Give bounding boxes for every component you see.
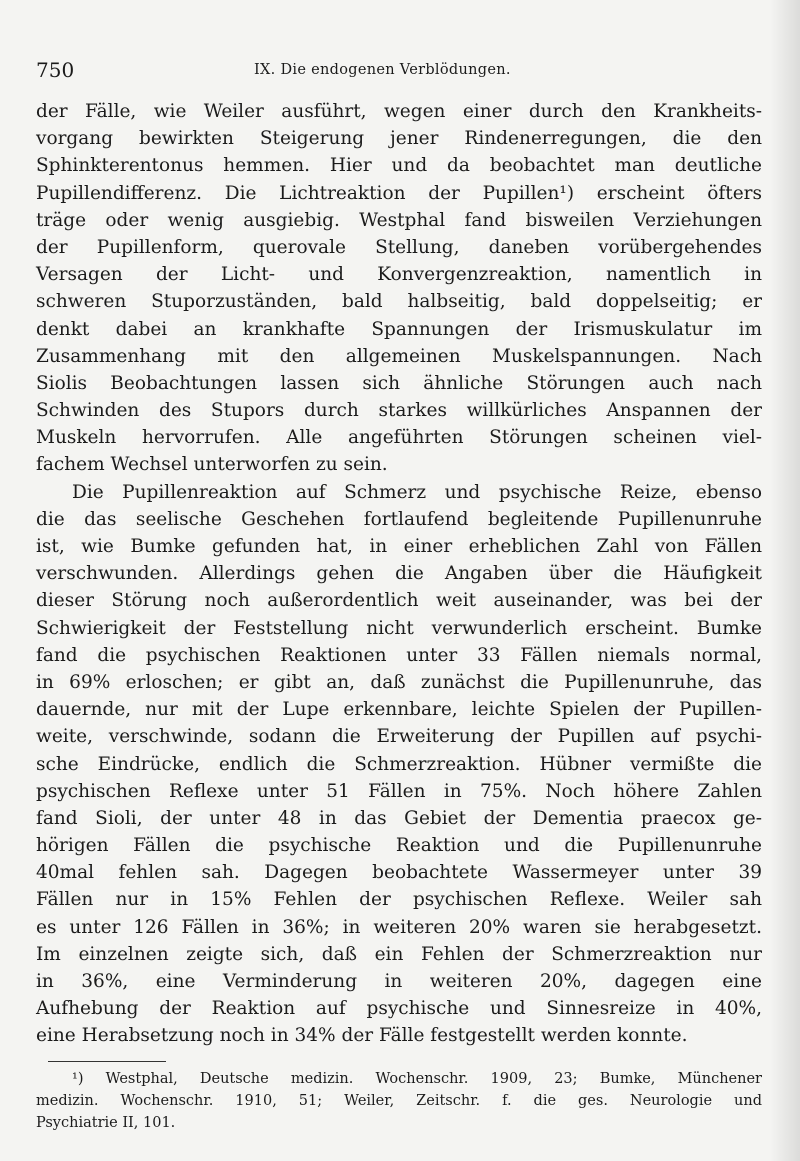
text-line: dieser Störung noch außerordentlich weit auseinander, was bei der	[36, 590, 762, 612]
text-line: Muskeln hervorrufen. Alle angeführten Störungen scheinen viel-	[36, 427, 762, 449]
text-line: fand die psychischen Reaktionen unter 33 Fällen niemals normal,	[36, 644, 762, 666]
running-title: IX. Die endogenen Verblödungen.	[254, 62, 511, 78]
text-line: ist, wie Bumke gefunden hat, in einer erheblichen Zahl von Fällen	[36, 536, 762, 557]
text-line: Siolis Beobachtungen lassen sich ähnliche Störungen auch nach	[36, 372, 762, 394]
text-line: der Fälle, wie Weiler ausführt, wegen einer durch den Krankheits-	[36, 101, 762, 122]
text-line: der Pupillenform, querovale Stellung, daneben vorübergehendes	[36, 236, 762, 258]
text-line: schweren Stuporzuständen, bald halbseitig, bald doppelseitig; er	[36, 291, 762, 313]
text-line: in 69% erloschen; er gibt an, daß zunächst die Pupillenunruhe, das	[36, 671, 762, 693]
text-line: vorgang bewirkten Steigerung jener Rindenerregungen, die den	[36, 128, 762, 150]
text-line: Versagen der Licht- und Konvergenzreaktion, namentlich in	[36, 264, 762, 286]
text-line: 40mal fehlen sah. Dagegen beobachtete Wassermeyer unter 39	[36, 862, 762, 884]
text-line: sche Eindrücke, endlich die Schmerzreaktion. Hübner vermißte die	[36, 753, 762, 775]
text-line: Zusammenhang mit den allgemeinen Muskelspannungen. Nach	[36, 345, 762, 367]
body-text	[36, 98, 762, 1050]
text-line: Schwinden des Stupors durch starkes willkürliches Anspannen der	[36, 400, 762, 422]
footnote-line: ¹) Westphal, Deutsche medizin. Wochenschr. 1909, 23; Bumke, Münchener	[72, 1071, 762, 1087]
text-line: Aufhebung der Reaktion auf psychische und Sinnesreize in 40%,	[36, 998, 762, 1020]
page-header	[36, 58, 762, 86]
footnote-divider	[48, 1061, 166, 1062]
text-line: denkt dabei an krankhafte Spannungen der Irismuskulatur im	[36, 318, 762, 340]
page-edge-shadow	[770, 0, 800, 1161]
text-line: Sphinkterentonus hemmen. Hier und da beobachtet man deutliche	[36, 155, 762, 177]
page-number: 750	[36, 58, 75, 82]
text-line: weite, verschwinde, sodann die Erweiterung der Pupillen auf psychi-	[36, 726, 762, 748]
text-line: die das seelische Geschehen fortlaufend begleitende Pupillenunruhe	[36, 508, 762, 530]
text-line: träge oder wenig ausgiebig. Westphal fand bisweilen Verziehungen	[36, 209, 762, 231]
footnotes	[36, 1068, 762, 1134]
text-line: Im einzelnen zeigte sich, daß ein Fehlen der Schmerzreaktion nur	[36, 943, 762, 965]
text-line: psychischen Reflexe unter 51 Fällen in 75%. Noch höhere Zahlen	[36, 780, 762, 802]
footnote-line: Psychiatrie II, 101.	[36, 1115, 176, 1131]
text-line: eine Herabsetzung noch in 34% der Fälle festgestellt werden konnte.	[36, 1025, 688, 1047]
text-line: verschwunden. Allerdings gehen die Angaben über die Häufigkeit	[36, 563, 762, 585]
text-line: hörigen Fällen die psychische Reaktion und die Pupillenunruhe	[36, 835, 762, 857]
text-line: es unter 126 Fällen in 36%; in weiteren 20% waren sie herabgesetzt.	[36, 916, 762, 938]
text-line: Fällen nur in 15% Fehlen der psychischen Reflexe. Weiler sah	[36, 889, 762, 911]
text-line: in 36%, eine Verminderung in weiteren 20%, dagegen eine	[36, 971, 762, 992]
text-line: fachem Wechsel unterworfen zu sein.	[36, 454, 388, 476]
text-line: Pupillendifferenz. Die Lichtreaktion der Pupillen¹) erscheint öfters	[36, 182, 762, 204]
text-line: Schwierigkeit der Feststellung nicht verwunderlich erscheint. Bumke	[36, 617, 762, 639]
text-line-paragraph-start: Die Pupillenreaktion auf Schmerz und psychische Reize, ebenso	[72, 481, 762, 503]
text-line: fand Sioli, der unter 48 in das Gebiet der Dementia praecox ge-	[36, 807, 762, 829]
footnote-line: medizin. Wochenschr. 1910, 51; Weiler, Zeitschr. f. die ges. Neurologie und	[36, 1093, 762, 1109]
text-line: dauernde, nur mit der Lupe erkennbare, leichte Spielen der Pupillen-	[36, 699, 762, 721]
